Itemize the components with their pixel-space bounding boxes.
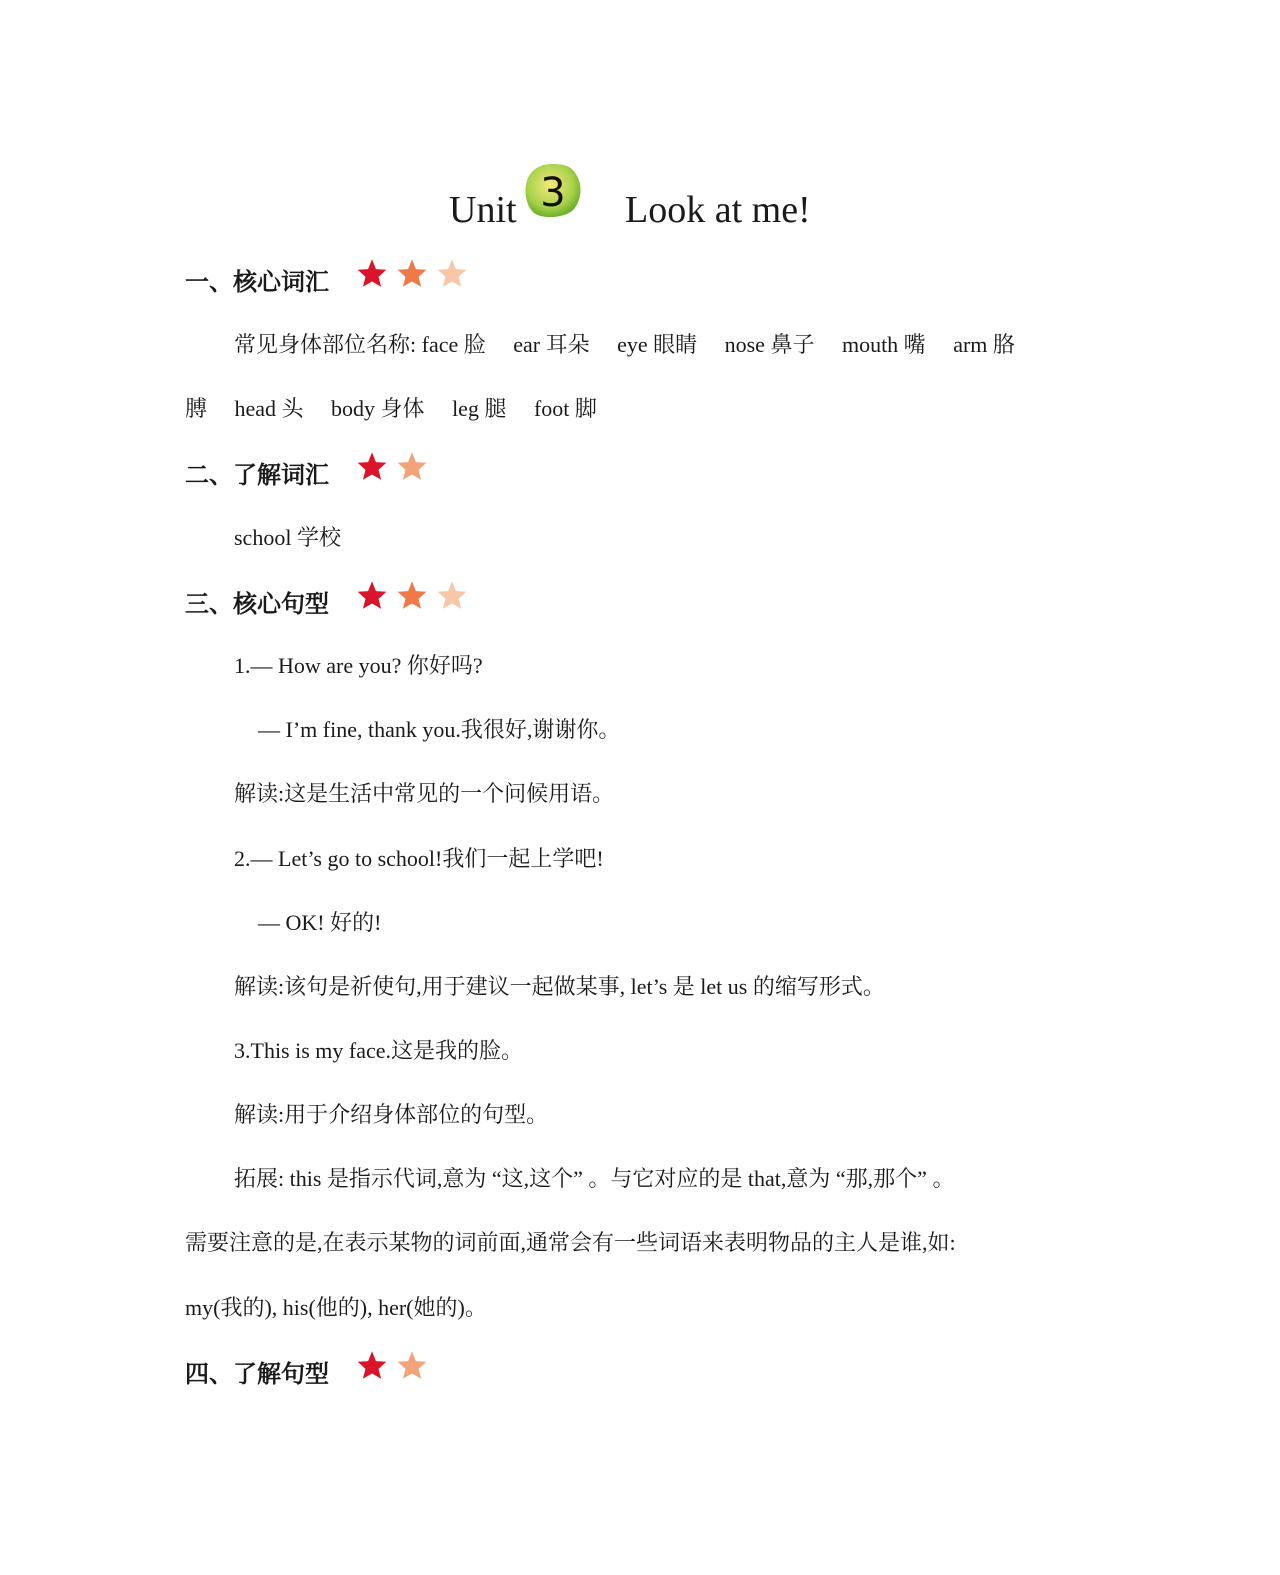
sentence-2-question: 2.— Let’s go to school!我们一起上学吧!: [234, 846, 604, 871]
sentence-3-note: 解读:用于介绍身体部位的句型。: [234, 1102, 549, 1127]
section-heading-core-sentences: [185, 584, 329, 619]
vocab-continuation: 膊: [185, 396, 208, 421]
core-vocab-line-2: [185, 392, 619, 423]
difficulty-stars: [356, 258, 471, 292]
known-vocab-line: school 学校: [234, 525, 341, 550]
vocab-item: eye 眼睛: [617, 332, 698, 357]
vocab-item: head 头: [234, 396, 304, 421]
difficulty-stars: [356, 580, 471, 614]
core-vocab-line-1: [234, 328, 1037, 359]
section-heading-known-sentences: [185, 1354, 329, 1389]
unit-title: Look at me!: [625, 189, 811, 231]
star-icon: [356, 580, 388, 610]
extension-line-2: 需要注意的是,在表示某物的词前面,通常会有一些词语来表明物品的主人是谁,如:: [185, 1230, 956, 1255]
star-icon: [436, 258, 468, 288]
star-icon: [396, 451, 428, 481]
vocab-item: ear 耳朵: [513, 332, 590, 357]
sentence-2-answer: — OK! 好的!: [258, 910, 382, 935]
difficulty-stars: [356, 451, 431, 485]
vocab-item: foot 脚: [533, 396, 597, 421]
extension-line-3: my(我的), his(他的), her(她的)。: [185, 1295, 487, 1320]
vocab-item: arm 胳: [953, 332, 1015, 357]
vocab-item: body 身体: [331, 396, 425, 421]
star-icon: [396, 580, 428, 610]
star-icon: [396, 258, 428, 288]
star-icon: [396, 1350, 428, 1380]
sentence-1-answer: — I’m fine, thank you.我很好,谢谢你。: [258, 717, 621, 742]
star-icon: [356, 451, 388, 481]
difficulty-stars: [356, 1350, 431, 1384]
unit-word: Unit: [449, 189, 517, 231]
unit-number: 3: [540, 170, 566, 216]
sentence-1-question: 1.— How are you? 你好吗?: [234, 653, 483, 678]
section-heading-known-vocab: [185, 455, 329, 490]
heading-text: 一、核心词汇: [185, 268, 329, 296]
star-icon: [356, 258, 388, 288]
sentence-3: 3.This is my face.这是我的脸。: [234, 1038, 524, 1063]
section-heading-core-vocab: [185, 262, 329, 297]
star-icon: [436, 580, 468, 610]
heading-text: 三、核心句型: [185, 590, 329, 618]
heading-text: 二、了解词汇: [185, 461, 329, 489]
vocab-item: nose 鼻子: [724, 332, 815, 357]
unit-number-badge: [523, 162, 583, 220]
vocab-intro: 常见身体部位名称: face 脸: [234, 332, 486, 357]
vocab-item: mouth 嘴: [841, 332, 926, 357]
sentence-2-note: 解读:该句是祈使句,用于建议一起做某事, let’s 是 let us 的缩写形式。: [234, 974, 885, 999]
star-icon: [356, 1350, 388, 1380]
extension-line-1: 拓展: this 是指示代词,意为 “这,这个” 。与它对应的是 that,意为 “那,那个” 。: [234, 1166, 955, 1191]
vocab-item: leg 腿: [452, 396, 507, 421]
unit-title-row: [0, 170, 1280, 240]
sentence-1-note: 解读:这是生活中常见的一个问候用语。: [234, 781, 615, 806]
heading-text: 四、了解句型: [185, 1360, 329, 1388]
